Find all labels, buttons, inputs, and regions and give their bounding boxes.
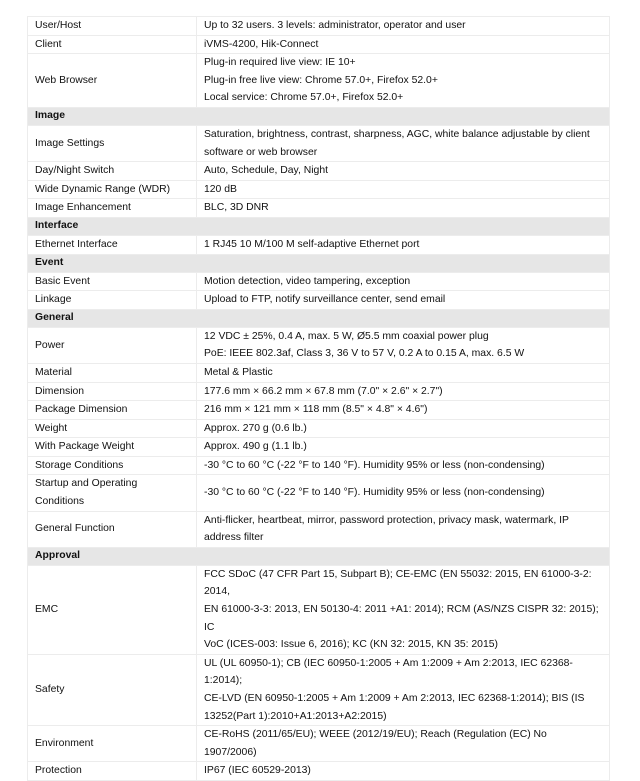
spec-value-line: -30 °C to 60 °C (-22 °F to 140 °F). Humidity 95% or less (non-condensing) xyxy=(204,487,545,499)
spec-value-line: 1 RJ45 10 M/100 M self-adaptive Ethernet port xyxy=(204,238,420,250)
spec-label: With Package Weight xyxy=(28,438,197,457)
spec-value-line: address filter xyxy=(204,532,264,544)
spec-label: Startup and Operating Conditions xyxy=(28,475,197,511)
spec-value xyxy=(197,654,610,725)
spec-label: Linkage xyxy=(28,291,197,310)
section-header-row xyxy=(28,217,610,235)
section-header-row xyxy=(28,309,610,327)
spec-value xyxy=(197,456,610,475)
spec-row xyxy=(28,654,610,725)
spec-label: Image Enhancement xyxy=(28,199,197,218)
spec-row xyxy=(28,475,610,511)
spec-value-line: Local service: Chrome 57.0+, Firefox 52.0+ xyxy=(204,92,404,104)
spec-value-line: BLC, 3D DNR xyxy=(204,202,269,214)
spec-value xyxy=(197,382,610,401)
spec-value-line: 216 mm × 121 mm × 118 mm (8.5" × 4.8" × 4.6") xyxy=(204,404,428,416)
spec-label: Wide Dynamic Range (WDR) xyxy=(28,180,197,199)
spec-row xyxy=(28,327,610,363)
spec-value-line: Plug-in free live view: Chrome 57.0+, Firefox 52.0+ xyxy=(204,74,438,86)
spec-value-line: UL (UL 60950-1); CB (IEC 60950-1:2005 + Am 1:2009 + Am 2:2013, IEC 62368-1:2014); xyxy=(204,657,573,687)
spec-value-line: 13252(Part 1):2010+A1:2013+A2:2015) xyxy=(204,710,387,722)
spec-value-line: PoE: IEEE 802.3af, Class 3, 36 V to 57 V, 0.2 A to 0.15 A, max. 6.5 W xyxy=(204,348,525,360)
spec-value xyxy=(197,438,610,457)
spec-value-line: Upload to FTP, notify surveillance center, send email xyxy=(204,294,446,306)
section-header: Approval xyxy=(28,547,610,565)
spec-label: Storage Conditions xyxy=(28,456,197,475)
spec-label: User/Host xyxy=(28,17,197,36)
section-header-row xyxy=(28,107,610,125)
spec-row xyxy=(28,401,610,420)
spec-label: Safety xyxy=(28,654,197,725)
spec-value-line: IP67 (IEC 60529-2013) xyxy=(204,765,311,777)
spec-row xyxy=(28,511,610,547)
section-header: Interface xyxy=(28,217,610,235)
spec-row xyxy=(28,565,610,654)
spec-value-line: VoC (ICES-003: Issue 6, 2016); KC (KN 32: 2015, KN 35: 2015) xyxy=(204,639,498,651)
spec-value-line: FCC SDoC (47 CFR Part 15, Subpart B); CE-EMC (EN 55032: 2015, EN 61000-3-2: 2014, xyxy=(204,568,592,598)
spec-value-line: 120 dB xyxy=(204,183,237,195)
spec-value xyxy=(197,180,610,199)
spec-label: Day/Night Switch xyxy=(28,162,197,181)
spec-value xyxy=(197,726,610,762)
section-header-row xyxy=(28,547,610,565)
spec-value-line: -30 °C to 60 °C (-22 °F to 140 °F). Humidity 95% or less (non-condensing) xyxy=(204,459,545,471)
spec-value xyxy=(197,35,610,54)
spec-label: Package Dimension xyxy=(28,401,197,420)
spec-value xyxy=(197,475,610,511)
spec-value-line: Approx. 490 g (1.1 lb.) xyxy=(204,441,307,453)
spec-row xyxy=(28,35,610,54)
spec-label: EMC xyxy=(28,565,197,654)
spec-value xyxy=(197,363,610,382)
spec-value-line: EN 61000-3-3: 2013, EN 50130-4: 2011 +A1: 2014); RCM (AS/NZS CISPR 32: 2015); IC xyxy=(204,604,599,633)
spec-value xyxy=(197,419,610,438)
spec-row xyxy=(28,54,610,108)
spec-label: Image Settings xyxy=(28,125,197,161)
spec-value-line: Up to 32 users. 3 levels: administrator, operator and user xyxy=(204,20,466,31)
spec-row xyxy=(28,419,610,438)
spec-value-line: Approx. 270 g (0.6 lb.) xyxy=(204,422,307,434)
spec-row xyxy=(28,726,610,762)
spec-value xyxy=(197,125,610,161)
spec-value-line: Saturation, brightness, contrast, sharpness, AGC, white balance adjustable by client xyxy=(204,128,590,140)
spec-value xyxy=(197,291,610,310)
spec-value xyxy=(197,17,610,36)
spec-row xyxy=(28,363,610,382)
spec-row xyxy=(28,762,610,781)
spec-value-line: Plug-in required live view: IE 10+ xyxy=(204,57,356,69)
spec-value-line: Metal & Plastic xyxy=(204,366,273,378)
section-header: General xyxy=(28,309,610,327)
spec-value-line: software or web browser xyxy=(204,146,318,158)
spec-table-body xyxy=(28,17,610,781)
spec-value xyxy=(197,401,610,420)
spec-label: Environment xyxy=(28,726,197,762)
spec-label: Material xyxy=(28,363,197,382)
spec-value-line: 177.6 mm × 66.2 mm × 67.8 mm (7.0" × 2.6" × 2.7") xyxy=(204,385,443,397)
spec-value-line: 12 VDC ± 25%, 0.4 A, max. 5 W, Ø5.5 mm coaxial power plug xyxy=(204,330,489,342)
spec-row xyxy=(28,382,610,401)
spec-row xyxy=(28,125,610,161)
spec-value xyxy=(197,327,610,363)
spec-row xyxy=(28,17,610,36)
spec-row xyxy=(28,199,610,218)
section-header-row xyxy=(28,254,610,272)
spec-label: Web Browser xyxy=(28,54,197,108)
spec-label: Dimension xyxy=(28,382,197,401)
spec-label: Weight xyxy=(28,419,197,438)
section-header: Image xyxy=(28,107,610,125)
spec-row xyxy=(28,438,610,457)
spec-value-line: Motion detection, video tampering, exception xyxy=(204,275,411,287)
spec-label: Protection xyxy=(28,762,197,781)
section-header: Event xyxy=(28,254,610,272)
spec-table xyxy=(27,16,610,781)
spec-value xyxy=(197,54,610,108)
spec-value-line: CE-RoHS (2011/65/EU); WEEE (2012/19/EU); Reach (Regulation (EC) No 1907/2006) xyxy=(204,729,547,758)
spec-row xyxy=(28,180,610,199)
spec-value xyxy=(197,235,610,254)
spec-row xyxy=(28,162,610,181)
spec-row xyxy=(28,235,610,254)
spec-row xyxy=(28,291,610,310)
spec-label: General Function xyxy=(28,511,197,547)
spec-value xyxy=(197,162,610,181)
spec-row xyxy=(28,272,610,291)
spec-label: Client xyxy=(28,35,197,54)
spec-value xyxy=(197,511,610,547)
spec-value xyxy=(197,565,610,654)
spec-value xyxy=(197,272,610,291)
spec-value xyxy=(197,762,610,781)
spec-row xyxy=(28,456,610,475)
spec-value-line: CE-LVD (EN 60950-1:2005 + Am 1:2009 + Am 2:2013, IEC 62368-1:2014); BIS (IS xyxy=(204,693,585,704)
spec-label: Basic Event xyxy=(28,272,197,291)
spec-value-line: Auto, Schedule, Day, Night xyxy=(204,165,328,177)
spec-value-line: iVMS-4200, Hik-Connect xyxy=(204,38,319,50)
spec-value xyxy=(197,199,610,218)
spec-value-line: Anti-flicker, heartbeat, mirror, password protection, privacy mask, watermark, IP xyxy=(204,514,569,526)
spec-label: Power xyxy=(28,327,197,363)
spec-label: Ethernet Interface xyxy=(28,235,197,254)
